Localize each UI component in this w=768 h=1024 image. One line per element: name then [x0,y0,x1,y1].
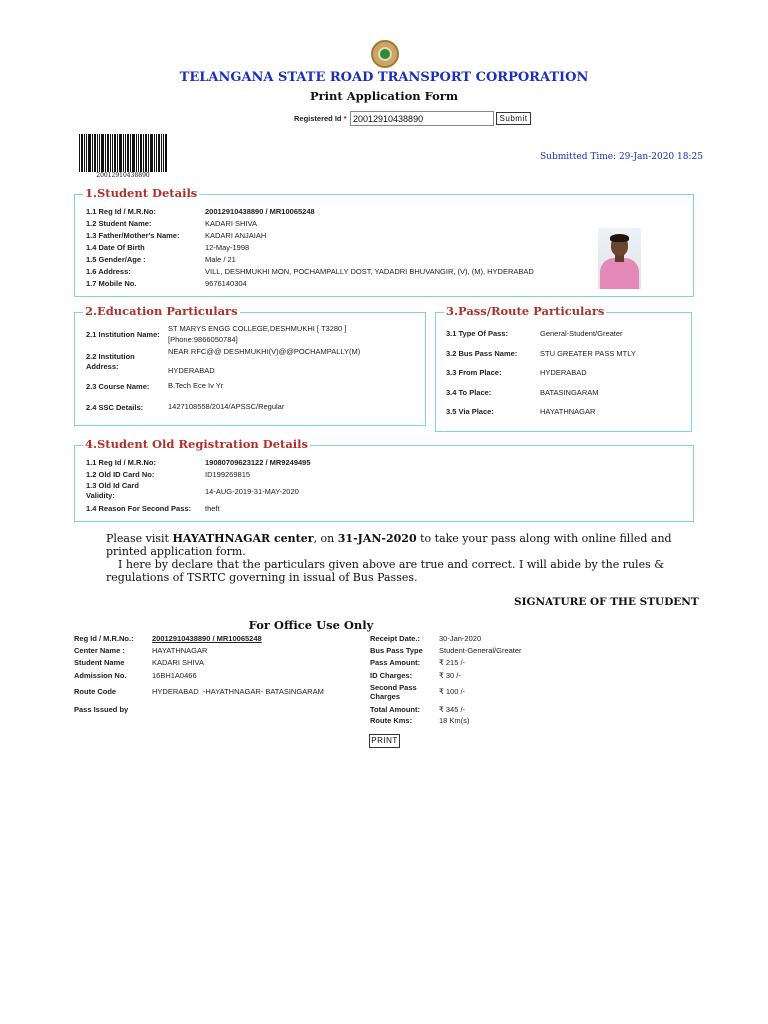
via-place-value: HAYATHNAGAR [540,407,596,416]
institution-name-value: ST MARYS ENGG COLLEGE,DESHMUKHI [ T3280 ] [168,324,347,333]
tsrtc-logo-icon [371,40,399,68]
office-label: Route Code [74,687,117,696]
to-place-value: BATASINGARAM [540,388,599,397]
field-label: 2.2 Institution [86,352,135,361]
student-photo [598,228,641,289]
pass-amount-value: ₹ 215 /- [439,658,466,667]
section-legend: 4.Student Old Registration Details [85,437,309,451]
pass-type-value: General-Student/Greater [540,329,623,338]
field-label: 1.6 Address: [86,267,131,276]
field-label: 3.4 To Place: [446,388,492,397]
course-value: B.Tech Ece Iv Yr [168,381,224,390]
office-reg-id-value: 20012910438890 / MR10065248 [152,634,262,643]
field-label: 1.3 Old Id Card [86,481,139,490]
office-label: Reg Id / M.R.No.: [74,634,134,643]
old-reg-id-value: 19080709623122 / MR9249495 [205,458,311,467]
office-label: Admission No. [74,671,127,680]
receipt-date-value: 30-Jan-2020 [439,634,482,643]
mobile-value: 9676140304 [205,279,247,288]
institution-city-value: HYDERABAD [168,366,215,375]
barcode-number: 20012910438890 [96,172,150,179]
office-admission-value: 16BH1A0466 [152,671,197,680]
field-label: 3.2 Bus Pass Name: [446,349,518,358]
center-name: HAYATHNAGAR center [172,532,314,545]
field-label: 1.2 Student Name: [86,219,152,228]
office-label: Student Name [74,658,125,667]
total-amount-value: ₹ 345 /- [439,705,466,714]
field-label: 1.4 Reason For Second Pass: [86,504,192,513]
field-label: Address: [86,362,119,371]
section-legend: 3.Pass/Route Particulars [446,304,605,318]
field-label: 2.1 Institution Name: [86,330,160,339]
declaration-text-line2: regulations of TSRTC governing in issual of Bus Passes. [106,571,418,584]
office-label: Bus Pass Type [370,646,423,655]
declaration-text: I here by declare that the particulars given above are true and correct. I will abide by the rules & [118,558,665,571]
bus-pass-name-value: STU GREATER PASS MTLY [540,349,636,358]
address-value: VILL, DESHMUKHI MON, POCHAMPALLY DOST, YADADRI BHUVANGIR, (V), (M), HYDERABAD [205,267,534,276]
page-title: Print Application Form [309,89,459,103]
field-label: 1.1 Reg Id / M.R.No: [86,207,157,216]
field-label: 3.3 From Place: [446,368,502,377]
submit-button[interactable]: Submit [496,112,531,125]
field-label: Validity: [86,491,115,500]
institution-address-value: NEAR RFC@@ DESHMUKHI(V)@@POCHAMPALLY(M) [168,347,361,356]
office-label: Total Amount: [370,705,420,714]
office-label: Route Kms: [370,716,413,725]
student-name-value: KADARI SHIVA [205,219,257,228]
office-student-name-value: KADARI SHIVA [152,658,204,667]
visit-instruction: Please visit HAYATHNAGAR center, on 31-JAN-2020 to take your pass along with online filled and [106,532,672,545]
office-center-value: HAYATHNAGAR [152,646,208,655]
field-label: 2.4 SSC Details: [86,403,144,412]
bus-pass-type-value: Student-General/Greater [439,646,522,655]
parent-name-value: KADARI ANJAIAH [205,231,267,240]
from-place-value: HYDERABAD [540,368,587,377]
old-card-value: ID199269815 [205,470,251,479]
field-label: 1.1 Reg Id / M.R.No: [86,458,157,467]
section-legend: 1.Student Details [85,186,198,200]
required-mark: * [343,114,347,123]
barcode-icon [79,134,167,172]
office-label: Receipt Date.: [370,634,421,643]
old-validity-value: 14-AUG-2019-31-MAY-2020 [205,487,299,496]
field-label: 1.4 Date Of Birth [86,243,145,252]
field-label: 1.7 Mobile No. [86,279,137,288]
org-title: TELANGANA STATE ROAD TRANSPORT CORPORATION [179,70,589,85]
second-pass-charges-value: ₹ 100 /- [439,687,466,696]
reg-id-value: 20012910438890 / MR10065248 [205,207,315,216]
office-label: Pass Amount: [370,658,421,667]
route-kms-value: 18 Km(s) [439,716,470,725]
gender-age-value: Male / 21 [205,255,236,264]
field-label: 3.1 Type Of Pass: [446,329,508,338]
reason-value: theft [205,504,220,513]
ssc-value: 1427108558/2014/APSSC/Regular [168,402,285,411]
office-use-title: For Office Use Only [248,618,374,632]
office-route-value: HYDERABAD -HAYATHNAGAR- BATASINGARAM [152,687,324,696]
visit-date: 31-JAN-2020 [337,532,417,545]
institution-phone-value: [Phone:9866050784] [168,335,238,344]
field-label: 1.3 Father/Mother's Name: [86,231,180,240]
registered-id-label: Registered Id * [294,114,347,123]
id-charges-value: ₹ 30 /- [439,671,461,680]
dob-value: 12-May-1998 [205,243,250,252]
visit-instruction-line2: printed application form. [106,545,246,558]
registered-id-input[interactable] [350,111,494,126]
office-label: Second Pass [370,683,417,692]
section-legend: 2.Education Particulars [85,304,238,318]
office-label: ID Charges: [370,671,413,680]
submitted-time: Submitted Time: 29-Jan-2020 18:25 [540,152,703,162]
field-label: 1.5 Gender/Age : [86,255,146,264]
signature-label: SIGNATURE OF THE STUDENT [514,596,699,608]
office-label: Center Name : [74,646,125,655]
print-button[interactable]: PRINT [369,734,400,748]
field-label: 3.5 Via Place: [446,407,494,416]
field-label: 1.2 Old ID Card No: [86,470,155,479]
office-label: Pass Issued by [74,705,129,714]
office-label: Charges [370,692,401,701]
field-label: 2.3 Course Name: [86,382,150,391]
